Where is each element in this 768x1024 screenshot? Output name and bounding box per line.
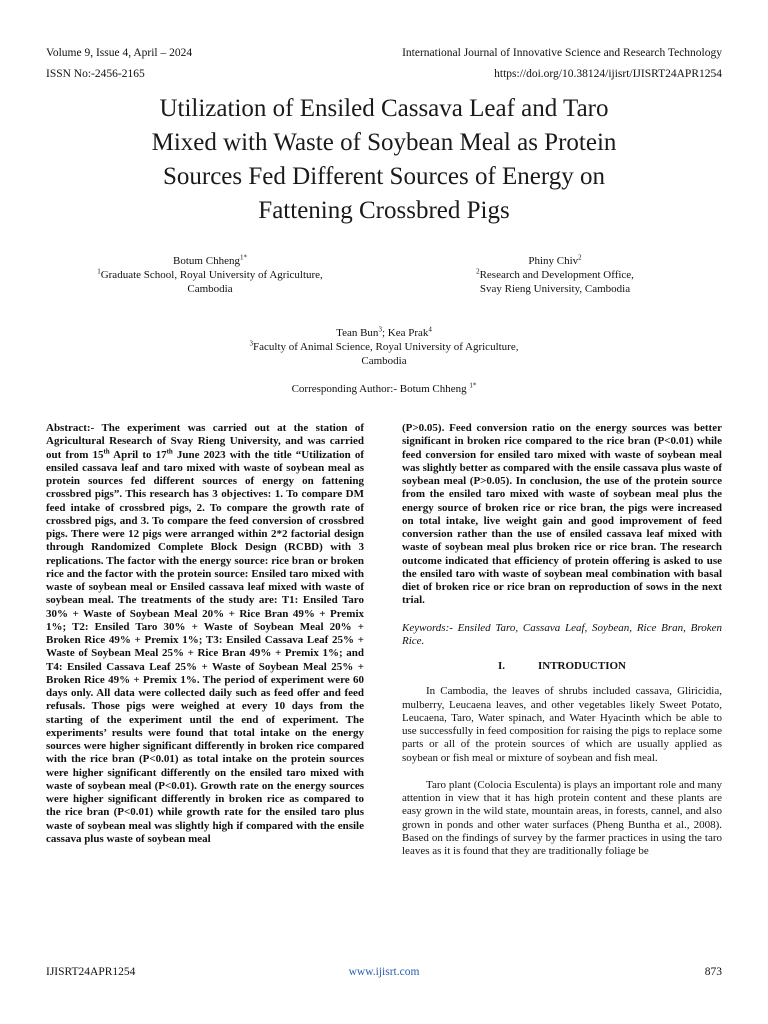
volume-info: Volume 9, Issue 4, April – 2024 <box>46 47 193 59</box>
author-block-2 <box>405 254 705 296</box>
page-number: 873 <box>704 966 722 978</box>
corresponding-author: Corresponding Author:- Botum Chheng $^{1*}$ <box>291 381 477 395</box>
doi-link[interactable]: https://doi.org/10.38124/ijisrt/IJISRT24APR1254 <box>494 68 722 80</box>
footer-website-link[interactable]: www.ijisrt.com <box>348 966 420 978</box>
author-name: Phiny Chiv$^2$ <box>528 253 582 267</box>
section-heading-introduction: I. INTRODUCTION <box>497 660 626 672</box>
author-affiliation-country: Cambodia <box>361 355 407 367</box>
title-line: Sources Fed Different Sources of Energy on <box>162 163 606 190</box>
author-name: Tean Bun$^3$; Kea Prak$^4$ <box>336 325 432 339</box>
title-line: Utilization of Ensiled Cassava Leaf and Taro <box>159 95 609 122</box>
abstract-text: Abstract:- The experiment was carried out at the station of Agricultural Research of Svay Rieng University, and was carried out from 15th April to 17th June 2023 with the title “Utilization of ensiled cassava leaf and taro mixed with waste of soybean meal as protein sources fed different sources of energy on fattening crossbred pigs”. This research has 3 objectives: 1. To compare DM feed intake of crossbred pigs, 2. To compare the growth rate of crossbred pigs, and 3. To compare the feed conversion of crossbred pigs. There were 12 pigs were arranged within 2*2 factorial design through Randomized Complete Block Design (RCBD) with 3 replications. The factor with the energy source: rice bran or broken rice and the factor with the protein source: Ensiled taro mixed with waste of soybean meal or Ensiled cassava leaf mixed with waste of soybean meal. The treatments of the study are: T1: Ensiled Taro 30% + Waste of Soybean Meal 20% + Rice Bran 49% + Premix 1%; T2: Ensiled Taro 30% + Waste of Soybean Meal 20% + Broken Rice 49% + Premix 1%; T3: Ensiled Cassava Leaf 25% + Waste of Soybean Meal 25% + Rice Bran 49% + Premix 1%; and T4: Ensiled Cassava Leaf 25% + Waste of Soybean Meal 25% + Broken Rice 49% + Premix 1%. The period of experiment were 60 days only. All data were collected daily such as feed offer and feed refusals. Those pigs were weighed at every 10 days from the starting of the experiment until the end of experiment. The experiments’ results were found that total intake on the energy sources were higher significant differently in broken rice compared with the rice bran (P<0.01) as total intake on the protein sources were higher significant differently on the ensiled taro mixed with waste of soybean meal (P<0.01). Growth rate on the energy sources were higher significant differently in broken rice as compared to the rice bran (P<0.01) while growth rate for the ensiled taro plus waste of soybean meal was slightly high if compared with the ensile cassava plus waste of soybean meal <box>46 422 364 845</box>
author-affiliation-country: Cambodia <box>187 283 233 295</box>
intro-paragraph-1: In Cambodia, the leaves of shrubs included cassava, Gliricidia, mulberry, Leucaena leaves, and other vegetables likely Sweet Potato, Leucaena, Taro, Water spinach, and Water Hyacinth which be able to use successfully in feed composition for raising the pigs to replace some parts or all of the protein sources of which are usually applied as soybean or fish meal or mixture of soybean and fish meal. <box>402 685 722 764</box>
author-block-1 <box>60 254 360 296</box>
journal-name: International Journal of Innovative Science and Research Technology <box>402 47 722 59</box>
author-block-3 <box>184 326 584 368</box>
paper-title <box>60 92 708 228</box>
right-column <box>402 422 722 858</box>
issn: ISSN No:-2456-2165 <box>46 68 145 80</box>
author-name: Botum Chheng$^{1*}$ <box>173 253 247 267</box>
author-affiliation-country: Svay Rieng University, Cambodia <box>479 283 631 295</box>
abstract-continued: (P>0.05). Feed conversion ratio on the energy sources was better significant in broken rice compared to the rice bran (P<0.01) while feed conversion for ensiled taro mixed with waste of soybean meal was slightly better as compared with the ensile cassava plus waste of soybean meal (P>0.05). In conclusion, the use of the protein source from the ensiled taro mixed with waste of soybean meal plus the energy source of broken rice or rice bran, the pigs were increased on total intake, live weight gain and good improvement of feed conversion rather than the use of ensiled cassava leaf mixed with waste of soybean meal plus broken rice or rice bran. The research outcome indicated that efficiency of protein offering is asked to use the ensiled taro with waste of soybean meal combination with basal diet of broken rice or rice bran on reproduction of sows in the next trial. <box>402 422 722 607</box>
author-affiliation: $^3$Faculty of Animal Science, Royal University of Agriculture, <box>249 339 519 353</box>
title-line: Fattening Crossbred Pigs <box>258 197 510 224</box>
abstract-left-column <box>46 422 364 846</box>
title-line: Mixed with Waste of Soybean Meal as Protein <box>151 129 617 156</box>
intro-paragraph-2: Taro plant (Colocia Esculenta) is plays an important role and many attention in view that it has high protein content and these plants are easy grown in the wild state, mountain areas, in forests, cannel, and also grown in ponds and other water surfaces (Pheng Buntha et al., 2008). Based on the findings of survey by the farmer practices in using the taro leaves as it is found that they are traditionally foliage be <box>402 778 722 857</box>
author-affiliation: $^2$Research and Development Office, <box>476 267 634 281</box>
keywords: Keywords:- Ensiled Taro, Cassava Leaf, Soybean, Rice Bran, Broken Rice. <box>402 621 722 647</box>
footer-paper-id: IJISRT24APR1254 <box>46 966 136 978</box>
author-affiliation: $^1$Graduate School, Royal University of Agriculture, <box>97 267 323 281</box>
